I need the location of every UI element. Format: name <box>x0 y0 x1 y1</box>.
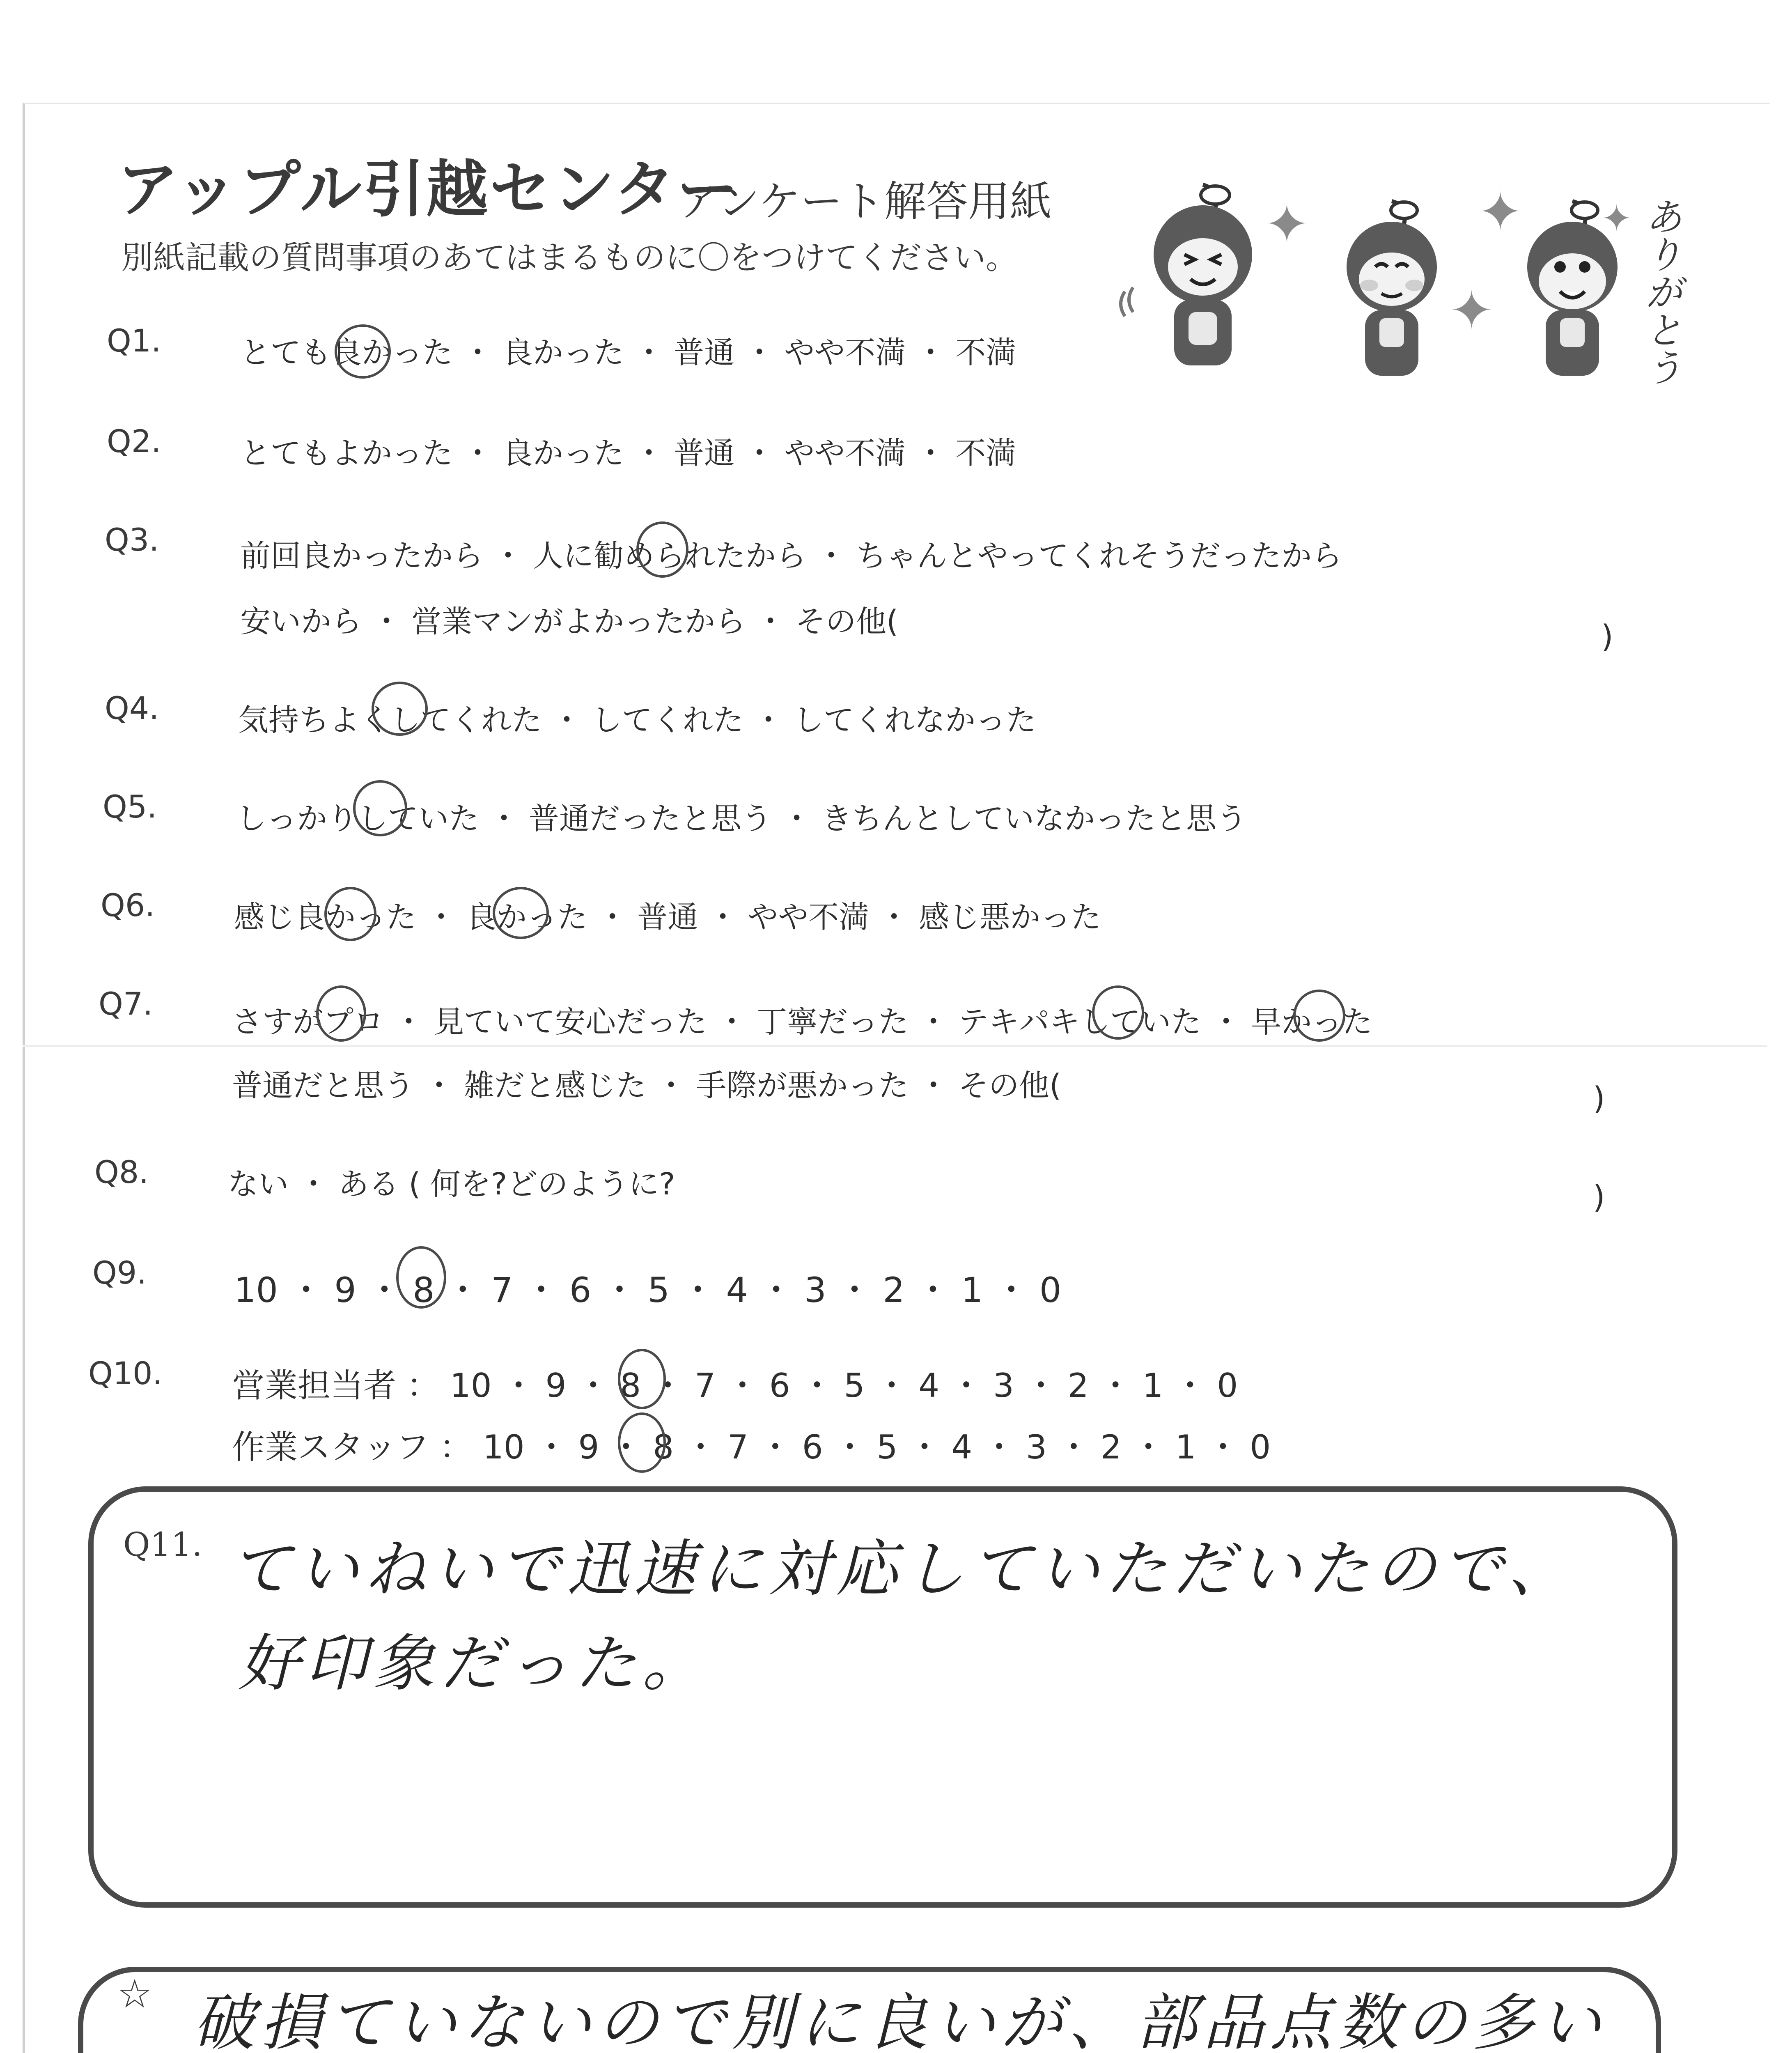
answer-circle-q4 <box>372 682 428 736</box>
question-label-q6: Q6. <box>101 887 155 923</box>
question-options-q10-staff: 作業スタッフ ： 10 ・ 9 ・ 8 ・ 7 ・ 6 ・ 5 ・ 4 ・ 3 ・ 2 ・ 1 ・ 0 <box>232 1428 1271 1466</box>
question-options-q2: とてもよかった ・ 良かった ・ 普通 ・ やや不満 ・ 不満 <box>240 436 1016 471</box>
sparkle-icon: ✦ <box>1601 197 1632 240</box>
close-paren-q8: ) <box>1593 1178 1605 1215</box>
close-paren-q3: ) <box>1601 618 1613 654</box>
question-label-q3: Q3. <box>105 521 159 558</box>
question-label-q4: Q4. <box>105 690 159 726</box>
answer-circle-q10-sales <box>618 1349 666 1409</box>
question-options-q10-sales: 営業担当者 ： 10 ・ 9 ・ 8 ・ 7 ・ 6 ・ 5 ・ 4 ・ 3 ・ 2 ・ 1 ・ 0 <box>232 1366 1238 1405</box>
answer-circle-q1 <box>335 324 391 379</box>
question-label-q9: Q9. <box>92 1254 147 1291</box>
question-label-q5: Q5. <box>103 788 157 825</box>
fold-line <box>23 1045 1767 1047</box>
question-label-q7: Q7. <box>99 985 153 1022</box>
sparkle-icon: ✦ <box>1449 279 1494 342</box>
sparkle-icon: ✦ <box>1264 193 1309 255</box>
question-options-q4: 気持ちよくしてくれた ・ してくれた ・ してくれなかった <box>238 703 1037 738</box>
thank-you-caption: ありがとう <box>1639 197 1683 386</box>
answer-circle-q10-staff <box>618 1412 666 1473</box>
brand-name: アップル引越センター <box>117 154 740 225</box>
question-options-q9: 10 ・ 9 ・ 8 ・ 7 ・ 6 ・ 5 ・ 4 ・ 3 ・ 2 ・ 1 ・ 0 <box>234 1270 1062 1310</box>
answer-circle-q3 <box>636 521 688 578</box>
star-icon: ☆ <box>117 1971 153 2017</box>
answer-circle-q7a <box>316 985 366 1042</box>
question-options-q8: ない ・ ある ( 何を?どのように? <box>228 1167 675 1202</box>
answer-circle-q7b <box>1092 985 1144 1040</box>
question-options-q6: 感じ良かった ・ 良かった ・ 普通 ・ やや不満 ・ 感じ悪かった <box>234 900 1101 935</box>
gorilla-mascot-icon <box>1314 193 1470 390</box>
question-options-q7-line2: 普通だと思う ・ 雑だと感じた ・ 手際が悪かった ・ その他( <box>232 1068 1062 1103</box>
question-options-q7-line1: さすがプロ ・ 見ていて安心だった ・ 丁寧だった ・ テキパキしていた ・ 早かった <box>232 1004 1373 1040</box>
q11-handwritten-line2: 好印象だった。 <box>238 1628 710 1699</box>
question-options-q3-line1: 前回良かったから ・ 人に勧められたから ・ ちゃんとやってくれそうだったから <box>240 538 1342 574</box>
question-options-q5: しっかりしていた ・ 普通だったと思う ・ きちんとしていなかったと思う <box>236 801 1247 836</box>
close-paren-q7: ) <box>1593 1080 1605 1116</box>
question-label-q10: Q10. <box>88 1355 163 1392</box>
answer-circle-q9 <box>396 1246 446 1309</box>
answer-circle-q6b <box>493 887 549 939</box>
sparkle-icon: ✦ <box>1478 181 1523 243</box>
question-options-q1: とても良かった ・ 良かった ・ 普通 ・ やや不満 ・ 不満 <box>240 335 1016 370</box>
remarks-handwritten-line1: 破損ていないので別に良いが、部品点数の多い <box>193 1987 1607 2053</box>
document-title: アンケート解答用紙 <box>677 177 1052 226</box>
answer-circle-q5 <box>353 780 407 836</box>
answer-circle-q6a <box>324 887 376 941</box>
question-label-q8: Q8. <box>94 1154 149 1190</box>
gorilla-mascot-icon <box>1117 177 1289 382</box>
question-label-q1: Q1. <box>107 322 161 359</box>
question-label-q11: Q11. <box>123 1525 202 1564</box>
question-label-q2: Q2. <box>107 423 161 459</box>
question-options-q3-line2: 安いから ・ 営業マンがよかったから ・ その他( <box>240 604 898 639</box>
instructions-text: 別紙記載の質問事項のあてはまるものに〇をつけてください。 <box>121 239 1018 276</box>
q11-handwritten-line1: ていねいで迅速に対応していただいたので、 <box>230 1534 1576 1605</box>
answer-circle-q7c <box>1293 990 1345 1042</box>
